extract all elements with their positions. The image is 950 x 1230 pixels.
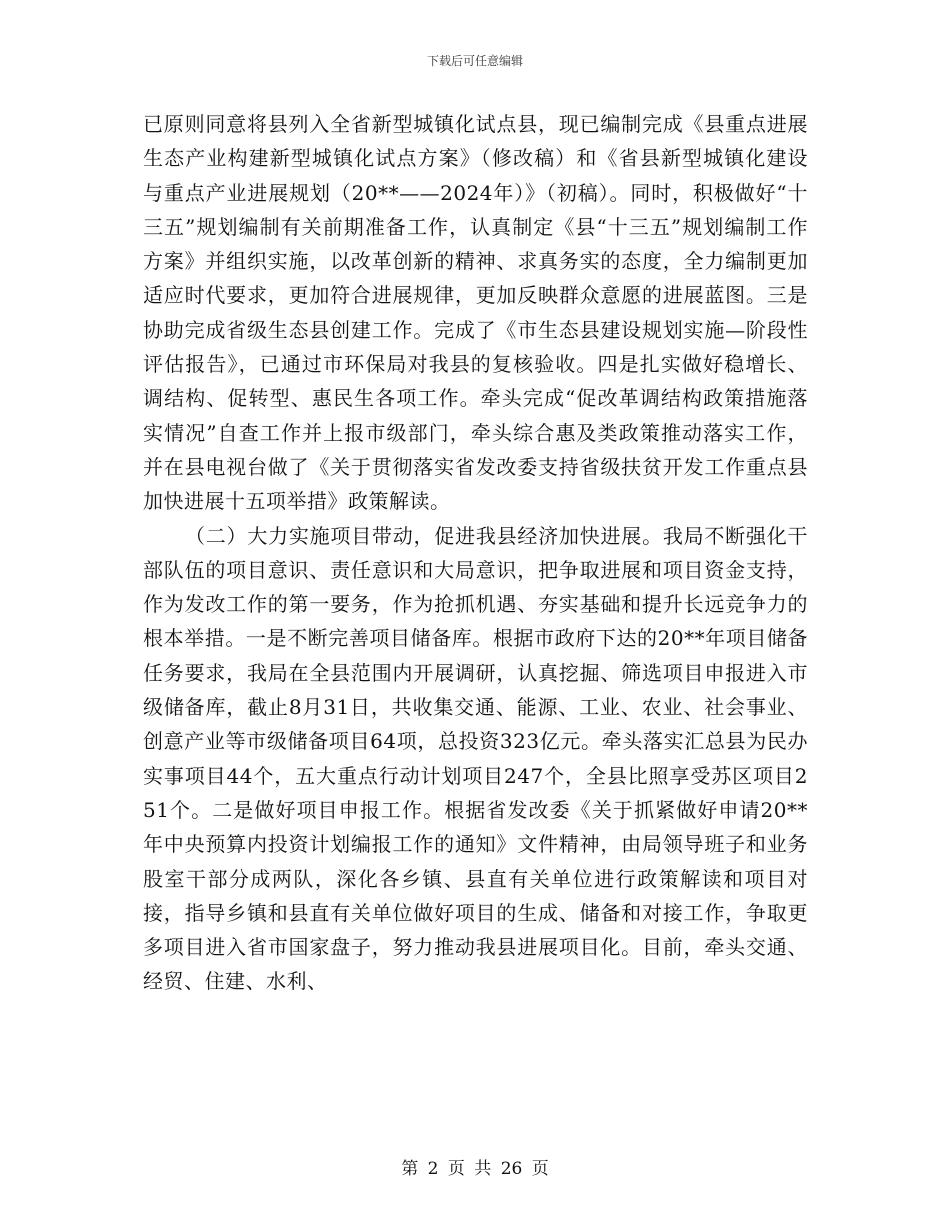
page-number: 第 2 页 共 26 页: [401, 1159, 549, 1179]
body-paragraph-2: （二）大力实施项目带动，促进我县经济加快进展。我局不断强化干部队伍的项目意识、责任意识和大局意识，把争取进展和项目资金支持，作为发改工作的第一要务，作为抢抓机遇、夯实基础和提升长远竞争力的根本举措。一是不断完善项目储备库。根据市政府下达的20**年项目储备任务要求，我局在全县范围内开展调研，认真挖掘、筛选项目申报进入市级储备库，截止8月31日，共收集交通、能源、工业、农业、社会事业、创意产业等市级储备项目64项，总投资323亿元。牵头落实汇总县为民办实事项目44个，五大重点行动计划项目247个，全县比照享受苏区项目251个。二是做好项目申报工作。根据省发改委《关于抓紧做好申请20**年中央预算内投资计划编报工作的通知》文件精神，由局领导班子和业务股室干部分成两队，深化各乡镇、县直有关单位进行政策解读和项目对接，指导乡镇和县直有关单位做好项目的生成、储备和对接工作，争取更多项目进入省市国家盘子，努力推动我县进展项目化。目前，牵头交通、经贸、住建、水利、: [143, 523, 808, 994]
document-body: [143, 107, 808, 999]
page-header-note: 下载后可任意编辑: [426, 54, 523, 68]
body-paragraph-1: 已原则同意将县列入全省新型城镇化试点县，现已编制完成《县重点进展生态产业构建新型城镇化试点方案》（修改稿）和《省县新型城镇化建设与重点产业进展规划（20**——2024年）》（初稿）。同时，积极做好“十三五”规划编制有关前期准备工作，认真制定《县“十三五”规划编制工作方案》并组织实施，以改革创新的精神、求真务实的态度，全力编制更加适应时代要求，更加符合进展规律，更加反映群众意愿的进展蓝图。三是协助完成省级生态县创建工作。完成了《市生态县建设规划实施—阶段性评估报告》，已通过市环保局对我县的复核验收。四是扎实做好稳增长、调结构、促转型、惠民生各项工作。牵头完成“促改革调结构政策措施落实情况”自查工作并上报市级部门，牵头综合惠及类政策推动落实工作，并在县电视台做了《关于贯彻落实省发改委支持省级扶贫开发工作重点县加快进展十五项举措》政策解读。: [143, 112, 808, 514]
